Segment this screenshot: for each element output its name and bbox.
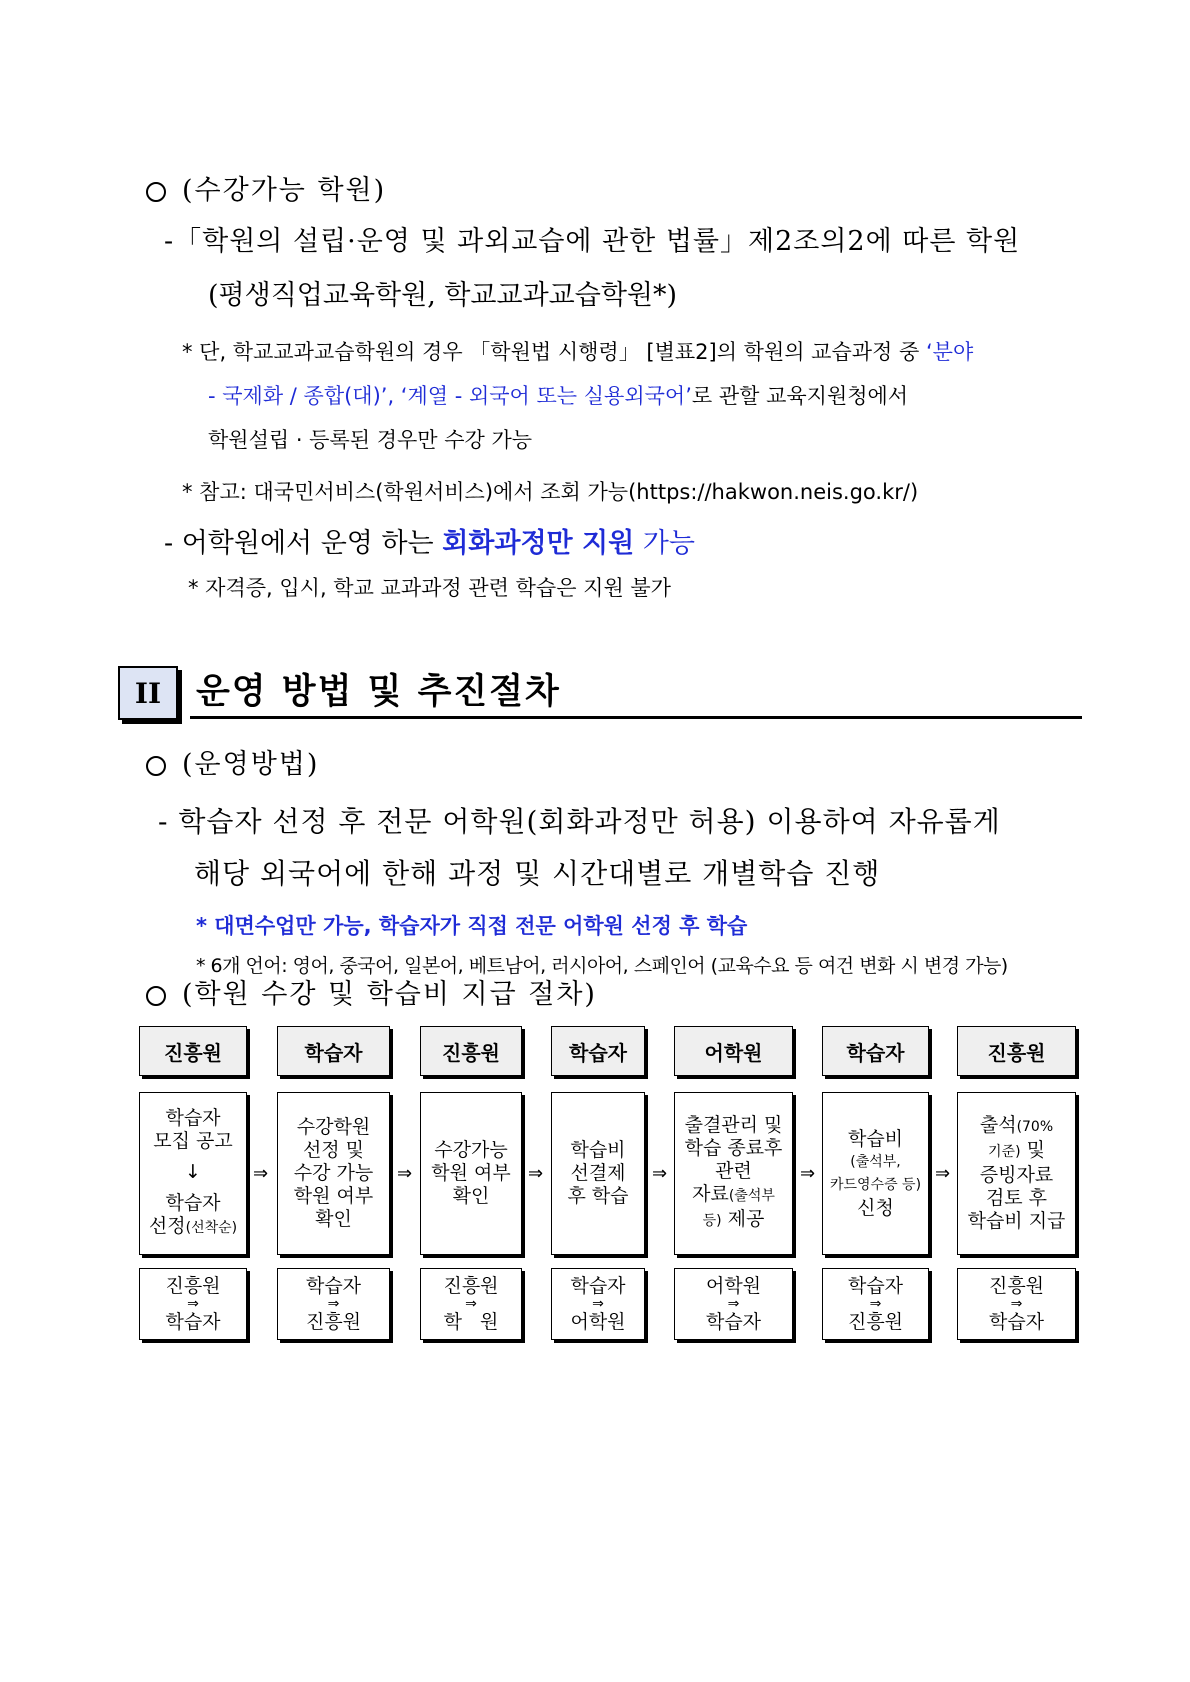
- right-double-arrow-icon: ⇒: [397, 1163, 413, 1184]
- step-box-7: 출석(70% 기준) 및 증빙자료 검토 후 학습비 지급: [957, 1092, 1076, 1255]
- flow-box-3: 진흥원 ⇒ 학 원: [420, 1268, 522, 1340]
- actor-box-7: 진흥원: [957, 1026, 1076, 1076]
- down-arrow-icon: ↓: [185, 1161, 201, 1183]
- step-box-3: 수강가능 학원 여부 확인: [420, 1092, 522, 1255]
- right-double-arrow-icon: ⇒: [800, 1163, 816, 1184]
- note-not-supported: * 자격증, 입시, 학교 교과과정 관련 학습은 지원 불가: [188, 576, 671, 600]
- method-note-in-person: * 대면수업만 가능, 학습자가 직접 전문 어학원 선정 후 학습: [196, 914, 748, 938]
- down-double-arrow-icon: ⇒: [869, 1296, 882, 1312]
- actor-box-5: 어학원: [674, 1026, 793, 1076]
- step-box-1: 학습자 모집 공고 ↓ 학습자 선정(선착순): [139, 1092, 247, 1255]
- circle-bullet-icon: [146, 182, 166, 202]
- note-restriction: * 단, 학교교과교습학원의 경우 「학원법 시행령」 [별표2]의 학원의 교습과정 중 ‘분야: [182, 340, 974, 364]
- right-double-arrow-icon: ⇒: [935, 1163, 951, 1184]
- step-box-5: 출결관리 및 학습 종료후 관련 자료(출석부 등) 제공: [674, 1092, 793, 1255]
- down-double-arrow-icon: ⇒: [727, 1296, 740, 1312]
- flow-box-7: 진흥원 ⇒ 학습자: [957, 1268, 1076, 1340]
- flow-box-2: 학습자 ⇒ 진흥원: [277, 1268, 390, 1340]
- actor-box-2: 학습자: [277, 1026, 390, 1076]
- actor-box-6: 학습자: [822, 1026, 929, 1076]
- flow-box-4: 학습자 ⇒ 어학원: [551, 1268, 645, 1340]
- section-title-underline: [190, 716, 1082, 719]
- down-double-arrow-icon: ⇒: [1010, 1296, 1023, 1312]
- flow-box-6: 학습자 ⇒ 진흥원: [822, 1268, 929, 1340]
- actor-box-3: 진흥원: [420, 1026, 522, 1076]
- note-restriction-end: 학원설립 · 등록된 경우만 수강 가능: [208, 428, 533, 452]
- section-title: 운영 방법 및 추진절차: [196, 672, 561, 712]
- step-box-4: 학습비 선결제 후 학습: [551, 1092, 645, 1255]
- down-double-arrow-icon: ⇒: [187, 1296, 199, 1312]
- method-line-2: 해당 외국어에 한해 과정 및 시간대별로 개별학습 진행: [194, 857, 881, 890]
- actor-box-1: 진흥원: [139, 1026, 247, 1076]
- right-double-arrow-icon: ⇒: [528, 1163, 544, 1184]
- flow-box-5: 어학원 ⇒ 학습자: [674, 1268, 793, 1340]
- method-heading: (운영방법): [146, 742, 319, 781]
- law-reference-line: -「학원의 설립·운영 및 과외교습에 관한 법률」제2조의2에 따른 학원: [164, 226, 1021, 257]
- down-double-arrow-icon: ⇒: [465, 1296, 477, 1312]
- process-heading: (학원 수강 및 학습비 지급 절차): [146, 972, 597, 1011]
- section-number-box: II: [118, 666, 178, 720]
- note-restriction-cont: - 국제화 / 종합(대)’, ‘계열 - 외국어 또는 실용외국어’로 관할 교육지원청에서: [208, 384, 909, 408]
- conversation-only-line: - 어학원에서 운영 하는 회화과정만 지원 가능: [164, 528, 695, 559]
- circle-bullet-icon: [146, 756, 166, 776]
- actor-box-4: 학습자: [551, 1026, 645, 1076]
- method-line-1: - 학습자 선정 후 전문 어학원(회화과정만 허용) 이용하여 자유롭게: [158, 805, 1001, 838]
- step-box-6: 학습비 (출석부, 카드영수증 등) 신청: [822, 1092, 929, 1255]
- step-box-2: 수강학원 선정 및 수강 가능 학원 여부 확인: [277, 1092, 390, 1255]
- method-note-languages: * 6개 언어: 영어, 중국어, 일본어, 베트남어, 러시아어, 스페인어 (교육수요 등 여건 변화 시 변경 가능): [196, 955, 1008, 977]
- right-double-arrow-icon: ⇒: [253, 1163, 269, 1184]
- section-heading-eligible-academies: (수강가능 학원): [146, 168, 386, 207]
- circle-bullet-icon: [146, 986, 166, 1006]
- down-double-arrow-icon: ⇒: [327, 1296, 340, 1312]
- flow-box-1: 진흥원 ⇒ 학습자: [139, 1268, 247, 1340]
- note-reference: * 참고: 대국민서비스(학원서비스)에서 조회 가능(https://hakwon.neis.go.kr/): [182, 480, 919, 504]
- right-double-arrow-icon: ⇒: [652, 1163, 668, 1184]
- academy-types-line: (평생직업교육학원, 학교교과교습학원*): [208, 280, 678, 311]
- down-double-arrow-icon: ⇒: [592, 1296, 604, 1312]
